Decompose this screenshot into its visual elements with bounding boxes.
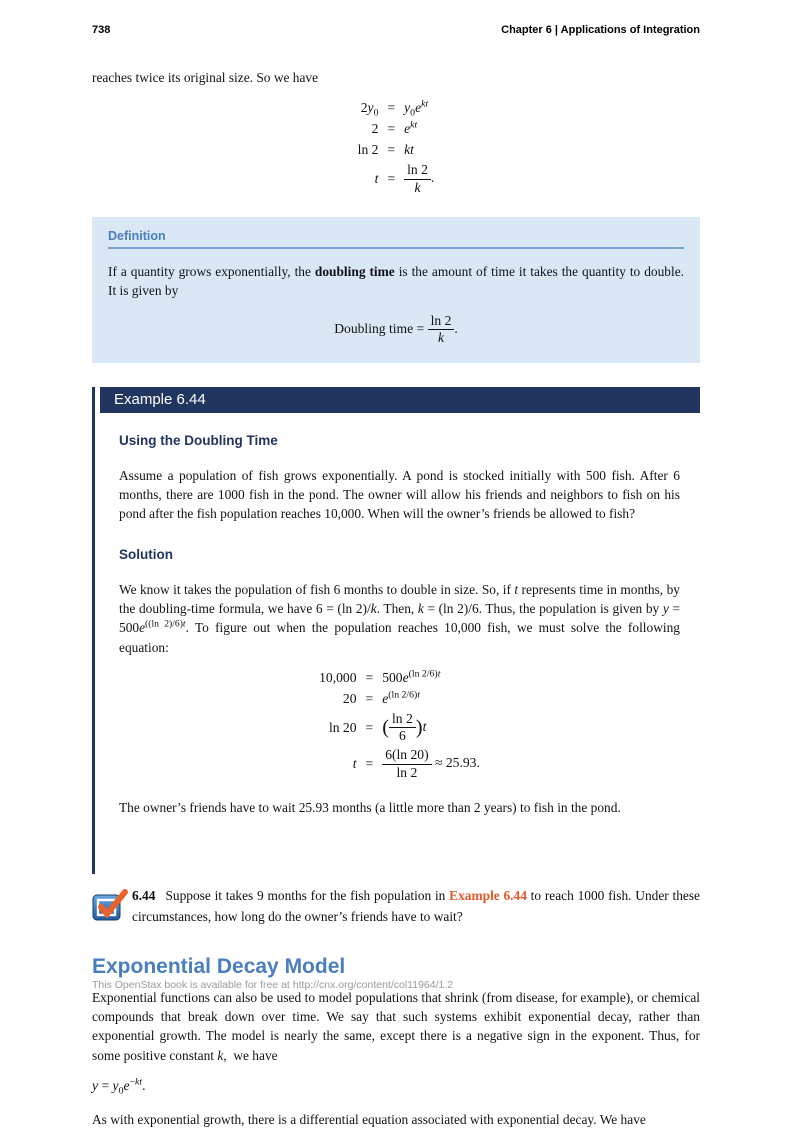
decay-formula: $y = y_0e^{-kt}$. <box>92 1076 146 1097</box>
eq-rel: = <box>387 100 396 116</box>
eq-lhs: t <box>352 756 357 772</box>
eq-rel: = <box>365 690 374 706</box>
example-box <box>92 387 700 874</box>
example-body <box>119 433 680 817</box>
eq-lhs: t <box>374 171 379 187</box>
eq-rel: = <box>387 121 396 137</box>
eq-rel: = <box>365 719 374 735</box>
eq-rhs: ( $\frac{\ln 2}{6}$ )t <box>382 710 427 744</box>
definition-heading: Definition <box>108 229 684 249</box>
eq-lhs: ln 2 <box>357 142 379 158</box>
eq-rhs: $e^{(ln 2/6)t}$ <box>382 689 421 706</box>
checkpoint-checkbox-icon <box>92 886 132 927</box>
eq-rel: = <box>365 756 374 772</box>
eq-lhs: 2 <box>371 121 379 137</box>
definition-body: If a quantity grows exponentially, the doubling time is the amount of time it takes the quantity to double. It is given by <box>108 264 684 299</box>
decay-paragraph-1: Exponential functions can also be used to model populations that shrink (from disease, for example), or chemical compounds that break down over time. We say that such systems exhibit exponential decay, rather than exponential growth. The model is nearly the same, except there is a negative sign in the exponent. Thus, for some positive constant k, we have <box>92 990 700 1063</box>
solution-equations <box>319 670 480 780</box>
checkpoint-question: Suppose it takes 9 months for the fish population in Example 6.44 to reach 1000 fish. Under these circumstances, how long do the owner’s friends have to wait? <box>132 888 700 924</box>
eq-rhs: $500e^{(ln 2/6)t}$ <box>382 668 441 685</box>
page-number: 738 <box>92 24 111 36</box>
eq-rhs: $e^{kt}$ <box>404 119 418 137</box>
definition-box <box>92 217 700 363</box>
decay-paragraph-2: As with exponential growth, there is a differential equation associated with exponential decay. We have <box>92 1111 646 1127</box>
openstax-footer: This OpenStax book is available for free at http://cnx.org/content/col11964/1.2 <box>92 979 454 991</box>
eq-lhs: 20 <box>342 690 357 706</box>
eq-lhs: 10,000 <box>319 669 357 685</box>
eq-rhs: $y_0e^{kt}$ <box>404 98 429 120</box>
eq-rhs: kt <box>404 142 414 158</box>
eq-lhs: ln 20 <box>328 719 357 735</box>
doubling-time-formula: Doubling time = $\frac{\ln 2}{k}$ . <box>334 312 458 346</box>
eq-lhs: $2y_0$ <box>360 100 379 120</box>
example-header-bar: Example 6.44 <box>100 387 700 413</box>
eq-rhs: $\frac{6(\ln 20)}{\ln 2}$ ≈ 25.93. <box>382 748 480 780</box>
page-header <box>92 24 700 36</box>
eq-rel: = <box>387 142 396 158</box>
doubling-derivation-equations <box>358 100 435 195</box>
checkpoint-6-44 <box>92 886 700 927</box>
intro-text: reaches twice its original size. So we have <box>92 70 319 85</box>
solution-text: We know it takes the population of fish 6 months to double in size. So, if t represents time in months, by the doubling-time formula, we have 6 = (ln 2)/k. Then, k = (ln 2)/6. Thus, the population is given by $y = 500e^{((ln 2)/6)t}$. To figure out when the population reaches 10,000 fish, we must solve the following equation: <box>119 582 680 655</box>
checkpoint-number: 6.44 <box>132 888 156 904</box>
eq-rhs: $\frac{\ln 2}{k}$ . <box>404 163 434 195</box>
section-heading-exponential-decay: Exponential Decay Model <box>92 955 346 979</box>
example-conclusion: The owner’s friends have to wait 25.93 months (a little more than 2 years) to fish in the pond. <box>119 800 621 815</box>
eq-rel: = <box>365 669 374 685</box>
chapter-title: Chapter 6 | Applications of Integration <box>501 24 700 36</box>
solution-heading: Solution <box>119 547 173 563</box>
example-6-44-link[interactable]: Example 6.44 <box>449 888 527 904</box>
example-problem: Assume a population of fish grows exponentially. A pond is stocked initially with 500 fish. After 6 months, there are 1000 fish in the pond. The owner will allow his friends and neighbors to fish on his pond after the fish population reaches 10,000. When will the owner’s friends be allowed to fish? <box>119 468 680 522</box>
eq-rel: = <box>387 171 396 187</box>
checkpoint-text <box>132 886 700 926</box>
example-title: Using the Doubling Time <box>119 433 278 449</box>
